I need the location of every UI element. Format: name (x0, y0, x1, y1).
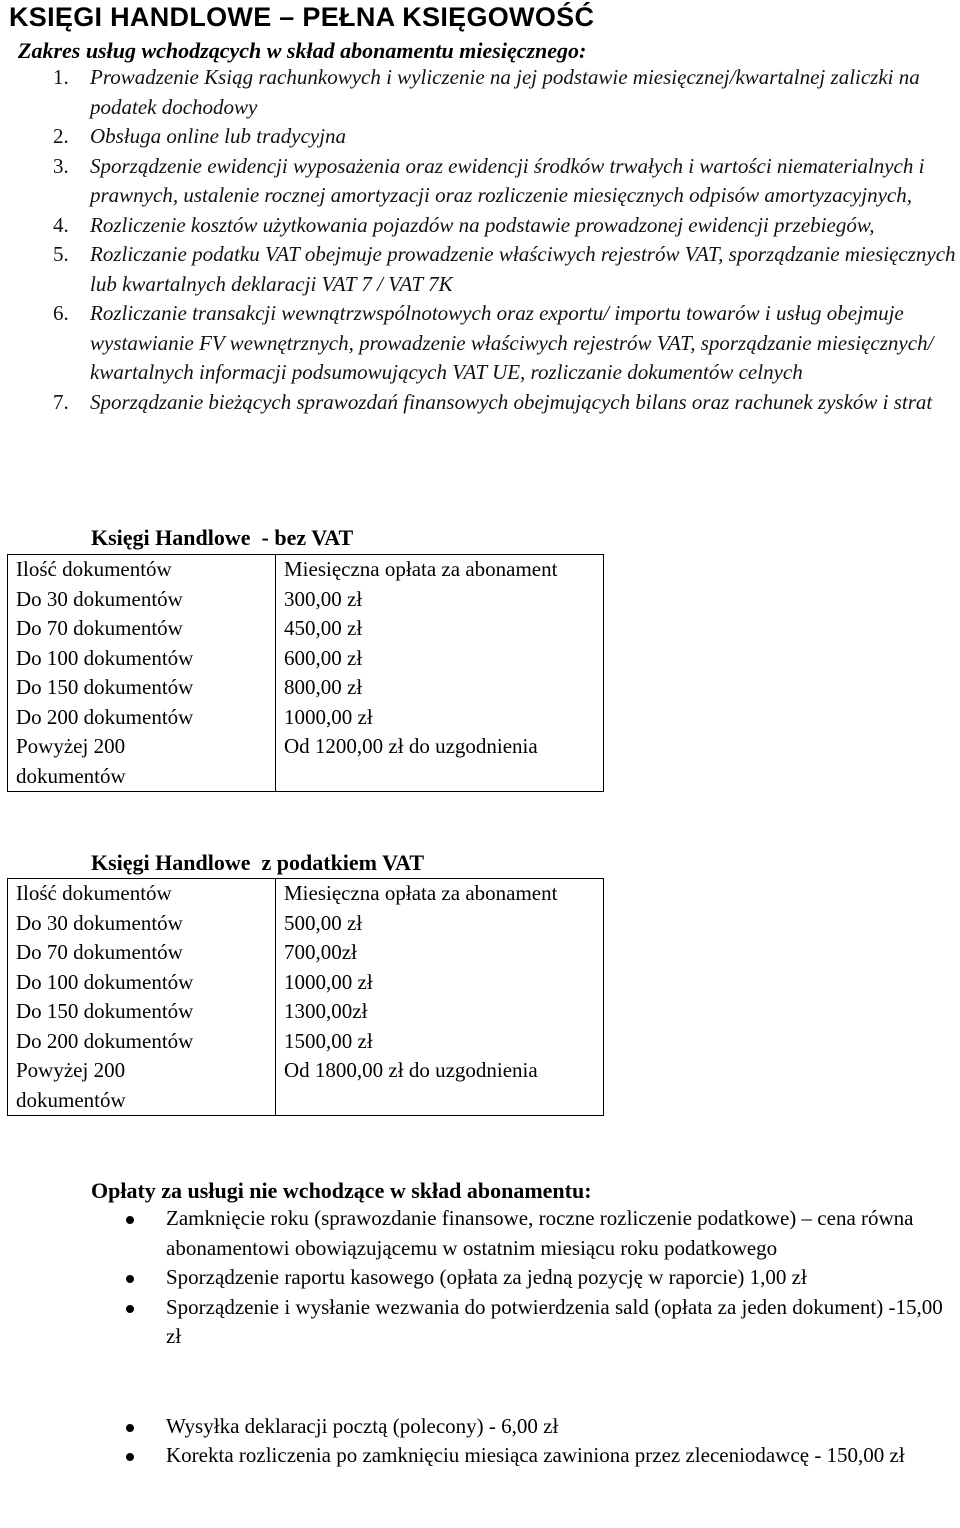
item-number: 3. (53, 153, 69, 178)
header-cell: Miesięczna opłata za abonament (276, 555, 604, 585)
list-item (0, 1412, 956, 1442)
table-row (8, 968, 604, 998)
item-number: 5. (53, 242, 69, 266)
list-item (0, 1441, 956, 1471)
table-cell: Do 200 dokumentów (8, 1027, 276, 1057)
table-row (8, 997, 604, 1027)
table-row (8, 1056, 604, 1116)
item-text: Wysyłka deklaracji pocztą (polecony) - 6,00 zł (166, 1413, 559, 1438)
item-text: Rozliczanie transakcji wewnątrzwspólnotowych oraz exportu/ importu towarów i usług obejmuje wystawianie FV wewnętrznych, prowadzenie właściwych rejestrów VAT, sporządzanie miesięcznych/ kwartalnych informacji podsumowujących VAT UE, rozliczanie dokumentów celnych (90, 301, 934, 384)
table-cell: Od 1200,00 zł do uzgodnienia (276, 732, 604, 792)
page-title: KSIĘGI HANDLOWE – PEŁNA KSIĘGOWOŚĆ (9, 2, 595, 32)
table-cell: Powyżej 200 dokumentów (8, 1056, 276, 1116)
table-row (8, 909, 604, 939)
table-cell: Do 30 dokumentów (8, 909, 276, 939)
table-cell: 800,00 zł (276, 673, 604, 703)
item-number: 4. (53, 212, 69, 237)
table-cell: Do 150 dokumentów (8, 673, 276, 703)
table-row (8, 673, 604, 703)
list-item (0, 299, 960, 388)
item-text: Sporządzenie raportu kasowego (opłata za jedną pozycję w raporcie) 1,00 zł (166, 1265, 807, 1289)
item-text: Korekta rozliczenia po zamknięciu miesiąca zawiniona przez zleceniodawcę - 150,00 zł (166, 1443, 905, 1467)
item-text: Prowadzenie Ksiąg rachunkowych i wyliczenie na jej podstawie miesięcznej/kwartalnej zaliczki na podatek dochodowy (90, 65, 920, 119)
item-number: 2. (53, 124, 69, 148)
list-item (0, 388, 960, 418)
table-header-row (8, 879, 604, 909)
extras-list (0, 1204, 960, 1471)
item-text: Sporządzenie ewidencji wyposażenia oraz ewidencji środków trwałych i wartości niematerialnych i prawnych, ustalenie rocznej amortyzacji oraz rozliczenie miesięcznych odpisów amortyzacyjnych, (90, 153, 925, 207)
table-row (8, 644, 604, 674)
header-cell: Miesięczna opłata za abonament (276, 879, 604, 909)
table-row (8, 732, 604, 792)
table-cell: 1000,00 zł (276, 703, 604, 733)
table-cell: Do 30 dokumentów (8, 585, 276, 615)
table-cell: 450,00 zł (276, 614, 604, 644)
item-number: 6. (53, 301, 69, 325)
list-item (0, 152, 960, 211)
table-cell: 1500,00 zł (276, 1027, 604, 1057)
table-row (8, 703, 604, 733)
item-text: Sporządzenie i wysłanie wezwania do potwierdzenia sald (opłata za jeden dokument) -15,00 zł (166, 1294, 943, 1348)
header-cell: Ilość dokumentów (8, 879, 276, 909)
table-cell: 700,00zł (276, 938, 604, 968)
bullet-icon (126, 1453, 134, 1461)
table-cell: 500,00 zł (276, 909, 604, 939)
item-text: Rozliczanie podatku VAT obejmuje prowadzenie właściwych rejestrów VAT, sporządzanie miesięcznych lub kwartalnych deklaracji VAT 7 / VAT 7K (90, 242, 956, 296)
bullet-icon (126, 1424, 134, 1432)
table-row (8, 938, 604, 968)
list-item (0, 63, 960, 122)
item-text: Obsługa online lub tradycyjna (90, 124, 347, 148)
list-item (0, 1204, 956, 1263)
table-vat-heading: Księgi Handlowe z podatkiem VAT (91, 850, 425, 875)
table-cell: Do 150 dokumentów (8, 997, 276, 1027)
bullet-icon (126, 1305, 134, 1313)
table-row (8, 585, 604, 615)
table-cell: Do 100 dokumentów (8, 644, 276, 674)
item-number: 1. (53, 65, 69, 89)
table-cell: Od 1800,00 zł do uzgodnienia (276, 1056, 604, 1116)
services-list (0, 63, 960, 417)
extras-heading: Opłaty za usługi nie wchodzące w skład abonamentu: (91, 1178, 592, 1203)
item-number: 7. (53, 389, 69, 414)
table-row (8, 1027, 604, 1057)
table-cell: 600,00 zł (276, 644, 604, 674)
table-cell: Do 100 dokumentów (8, 968, 276, 998)
header-cell: Ilość dokumentów (8, 555, 276, 585)
item-text: Sporządzanie bieżących sprawozdań finansowych obejmujących bilans oraz rachunek zysków i strat (90, 389, 933, 414)
list-item (0, 240, 960, 299)
table-row (8, 614, 604, 644)
table-cell: 1300,00zł (276, 997, 604, 1027)
list-item (0, 1293, 956, 1352)
table-no-vat (7, 554, 604, 792)
bullet-icon (126, 1275, 134, 1283)
scope-heading: Zakres usług wchodzących w skład abonamentu miesięcznego: (18, 38, 587, 63)
table-header-row (8, 555, 604, 585)
item-text: Rozliczenie kosztów użytkowania pojazdów na podstawie prowadzonej ewidencji przebiegów, (90, 212, 875, 237)
table-cell: 300,00 zł (276, 585, 604, 615)
table-cell: Do 200 dokumentów (8, 703, 276, 733)
table-cell: Do 70 dokumentów (8, 614, 276, 644)
table-cell: Powyżej 200 dokumentów (8, 732, 276, 792)
item-text: Zamknięcie roku (sprawozdanie finansowe, roczne rozliczenie podatkowe) – cena równa abonamentowi obowiązującemu w ostatnim miesiącu roku podatkowego (166, 1206, 914, 1260)
list-item (0, 1263, 956, 1293)
list-item (0, 211, 960, 241)
table-no-vat-heading: Księgi Handlowe - bez VAT (91, 525, 354, 550)
bullet-icon (126, 1216, 134, 1224)
list-item (0, 122, 960, 152)
table-vat (7, 878, 604, 1116)
table-cell: Do 70 dokumentów (8, 938, 276, 968)
table-cell: 1000,00 zł (276, 968, 604, 998)
